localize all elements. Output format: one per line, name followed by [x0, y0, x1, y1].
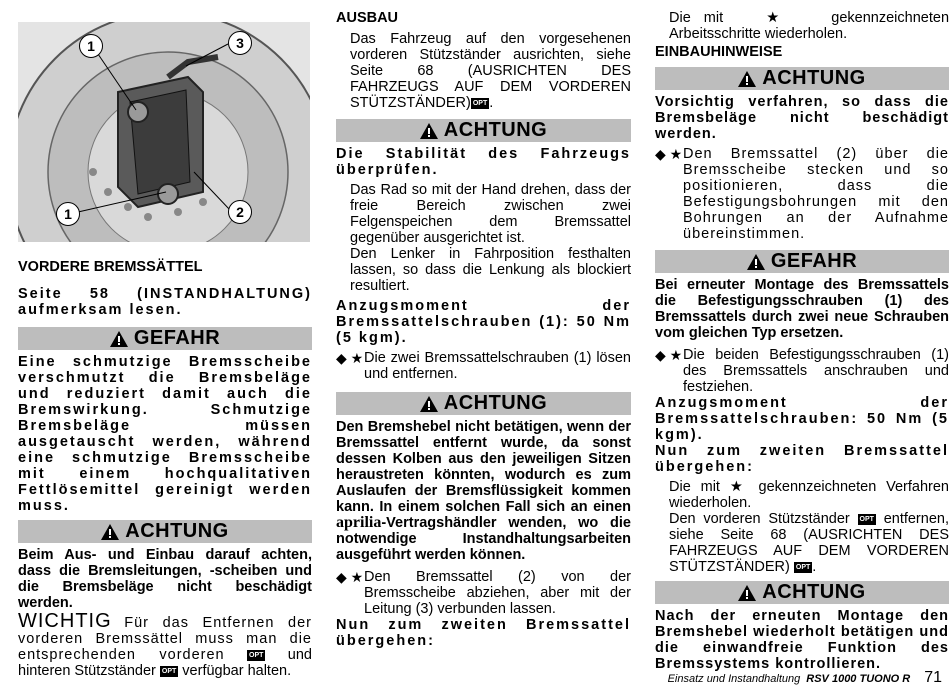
- brake-caliper-figure: [18, 22, 310, 242]
- remove-stand-2: entfernen, siehe Seite 68 (AUSRICHTEN DES FAHRZEUGS AUF DEM VORDEREN STÜTZSTÄNDER): [669, 511, 949, 575]
- ausbau-text: Das Fahrzeug auf den vorgesehenen vorderen Stützständer ausrichten, siehe Seite 68 (AUSRICHTEN DES FAHRZEUGS AUF DEM VORDEREN STÜTZSTÄNDER) OPT .: [350, 31, 631, 111]
- wichtig-label: WICHTIG: [18, 610, 112, 632]
- wichtig-text-3: verfügbar halten.: [182, 663, 292, 679]
- wichtig-paragraph: [18, 610, 312, 679]
- bullet-star-icon: ◆ ★: [336, 350, 364, 366]
- warning-triangle-icon: [110, 331, 128, 347]
- repeat-procedures: [655, 479, 949, 511]
- ausbau-title: AUSBAU: [336, 10, 399, 26]
- warning-triangle-icon: [101, 524, 119, 540]
- star-icon: ★: [729, 479, 749, 495]
- aprilia-brand: aprilia: [336, 514, 382, 531]
- opt-icon: OPT: [472, 99, 488, 107]
- wichtig-text-1: Für das Entfernen der vorderen Bremssättel muss man die entsprechenden vorderen: [18, 615, 312, 663]
- step-remove-bolts-text: Die zwei Bremssattelschrauben (1) lösen und entfernen.: [364, 350, 631, 382]
- replace-bolts-warning: Bei erneuter Montage des Bremssattels die Befestigungsschrauben (1) des Bremssattels durch zwei neue Schrauben vom gleichen Typ ersetzen.: [655, 277, 949, 341]
- step-install-caliper-text: Den Bremssattel (2) über die Bremsscheibe stecken und so positionieren, dass die Befestigungsbohrungen mit den Bohrungen an der Aufnahme übereinstimmen.: [683, 146, 949, 242]
- step-tighten-bolts: [655, 347, 949, 395]
- callout-caliper-2: 2: [228, 200, 252, 224]
- step-remove-caliper: [336, 569, 631, 617]
- gefahr-banner-2: [655, 250, 949, 273]
- brake-lever-warning: [336, 419, 631, 563]
- column-middle: [336, 10, 631, 649]
- ausbau-text-body: Das Fahrzeug auf den vorgesehenen vorderen Stützständer ausrichten, siehe Seite 68 (AUSRICHTEN DES FAHRZEUGS AUF DEM VORDEREN STÜTZSTÄNDER): [350, 31, 631, 111]
- column-right: [655, 10, 949, 672]
- repeat-procedures-2: gekennzeichneten Verfahren wiederholen.: [669, 479, 949, 511]
- bullet-star-icon: ◆ ★: [336, 569, 364, 585]
- remove-stand: Den vorderen Stützständer OPT entfernen, siehe Seite 68 (AUSRICHTEN DES FAHRZEUGS AUF DEM VORDEREN STÜTZSTÄNDER) OPT .: [669, 511, 949, 575]
- step-remove-bolts: [336, 350, 631, 382]
- repeat-steps-1: Die mit: [669, 10, 724, 26]
- brake-lever-warning-1: Den Bremshebel nicht betätigen, wenn der Bremssattel entfernt wurde, da sonst dessen Kolben aus den jeweiligen Sitzen heraustreten könnten, wodurch es zum Auslaufen der Bremsflüssigkeit kommen kann. In einem solchen Fall sich an einen: [336, 419, 631, 515]
- step-install-caliper: [655, 146, 949, 242]
- gefahr-label-2: GEFAHR: [770, 250, 858, 272]
- warning-triangle-icon: [738, 71, 756, 87]
- achtung-banner-2: [336, 392, 631, 415]
- next-caliper-install: Nun zum zweiten Bremssattel übergehen:: [655, 443, 949, 475]
- brake-function-check: Nach der erneuten Montage den Bremshebel wiederholt betätigen und die einwandfreie Funktion des Bremssystems kontrollieren.: [655, 608, 949, 672]
- opt-icon: OPT: [859, 515, 874, 523]
- callout-brake-line-3: 3: [228, 31, 252, 55]
- achtung-label-4: ACHTUNG: [762, 581, 866, 603]
- page-number: 71: [924, 669, 942, 686]
- gefahr-label: GEFAHR: [133, 327, 221, 349]
- achtung-banner: [18, 520, 312, 543]
- opt-icon: OPT: [161, 667, 177, 675]
- achtung-label-3: ACHTUNG: [762, 67, 866, 89]
- bullet-star-icon: ◆ ★: [655, 146, 683, 162]
- warning-triangle-icon: [738, 585, 756, 601]
- step-tighten-bolts-text: Die beiden Befestigungsschrauben (1) des Bremssattels anschrauben und festziehen.: [683, 347, 949, 395]
- achtung-label-1: ACHTUNG: [443, 119, 548, 141]
- callout-bolt-1-top: 1: [79, 34, 103, 58]
- wichtig-text-2: und hinteren Stützständer: [18, 647, 312, 679]
- handlebar-text: Den Lenker in Fahrposition festhalten lassen, so dass die Lenkung als blockiert resultiert.: [350, 246, 631, 294]
- next-caliper: Nun zum zweiten Bremssattel übergehen:: [336, 617, 631, 649]
- achtung-banner-3: [655, 67, 949, 90]
- warning-triangle-icon: [420, 123, 438, 139]
- column-left: [18, 259, 312, 679]
- step-remove-caliper-text: Den Bremssattel (2) von der Bremsscheibe abziehen, aber mit der Leitung (3) verbunden lassen.: [364, 569, 631, 617]
- page-footer: [668, 669, 942, 687]
- opt-icon: OPT: [795, 563, 811, 571]
- achtung-banner-1: [336, 119, 631, 142]
- warning-triangle-icon: [747, 254, 765, 270]
- gefahr-banner: [18, 327, 312, 350]
- achtung-label: ACHTUNG: [125, 520, 229, 542]
- bullet-star-icon: ◆ ★: [655, 347, 683, 363]
- torque-spec: Anzugsmoment der Bremssattelschrauben (1): 50 Nm (5 kgm).: [336, 298, 631, 346]
- remove-stand-1: Den vorderen Stützständer: [669, 511, 850, 527]
- stability-check: Die Stabilität des Fahrzeugs überprüfen.: [336, 146, 631, 178]
- achtung-banner-4: [655, 581, 949, 604]
- section-title-front-calipers: VORDERE BREMSSÄTTEL: [18, 259, 203, 275]
- footer-model: RSV 1000 TUONO R: [806, 673, 911, 685]
- star-icon: ★: [766, 10, 789, 26]
- warning-triangle-icon: [420, 396, 438, 412]
- achtung-text: Beim Aus- und Einbau darauf achten, dass die Bremsleitungen, -scheiben und die Bremsbeläge nicht beschädigt werden.: [18, 547, 312, 611]
- rotate-wheel-text: Das Rad so mit der Hand drehen, dass der freie Bereich zwischen zwei Felgenspeichen dem Bremssattel gegenüber ausgerichtet ist.: [350, 182, 631, 246]
- brake-lever-warning-2: -Vertragshändler wenden, wo die notwendige Instandhaltungsarbeiten ausgeführt werden können.: [336, 515, 631, 563]
- careful-note: Vorsichtig verfahren, so dass die Bremsbeläge nicht beschädigt werden.: [655, 94, 949, 142]
- einbau-title: EINBAUHINWEISE: [655, 44, 783, 60]
- achtung-label-2: ACHTUNG: [443, 392, 548, 414]
- repeat-steps: [655, 10, 949, 42]
- repeat-steps-2: gekennzeichneten Arbeitsschritte wiederholen.: [669, 10, 950, 42]
- footer-manual-title: Einsatz und Instandhaltung: [667, 673, 801, 685]
- maintenance-reference: Seite 58 (INSTANDHALTUNG) aufmerksam lesen.: [18, 286, 312, 318]
- repeat-procedures-1: Die mit: [669, 479, 720, 495]
- opt-icon: OPT: [249, 651, 264, 659]
- torque-spec-install: Anzugsmoment der Bremssattelschrauben: 50 Nm (5 kgm).: [655, 395, 949, 443]
- callout-bolt-1-bottom: 1: [56, 202, 80, 226]
- gefahr-text: Eine schmutzige Bremsscheibe verschmutzt die Bremsbeläge und reduziert damit auch die Bremswirkung. Schmutzige Bremsbeläge müssen ausgetauscht werden, während eine schmutzige Bremsscheibe mit einem hochqualitativen Fettlösemittel gereinigt werden muss.: [18, 354, 312, 514]
